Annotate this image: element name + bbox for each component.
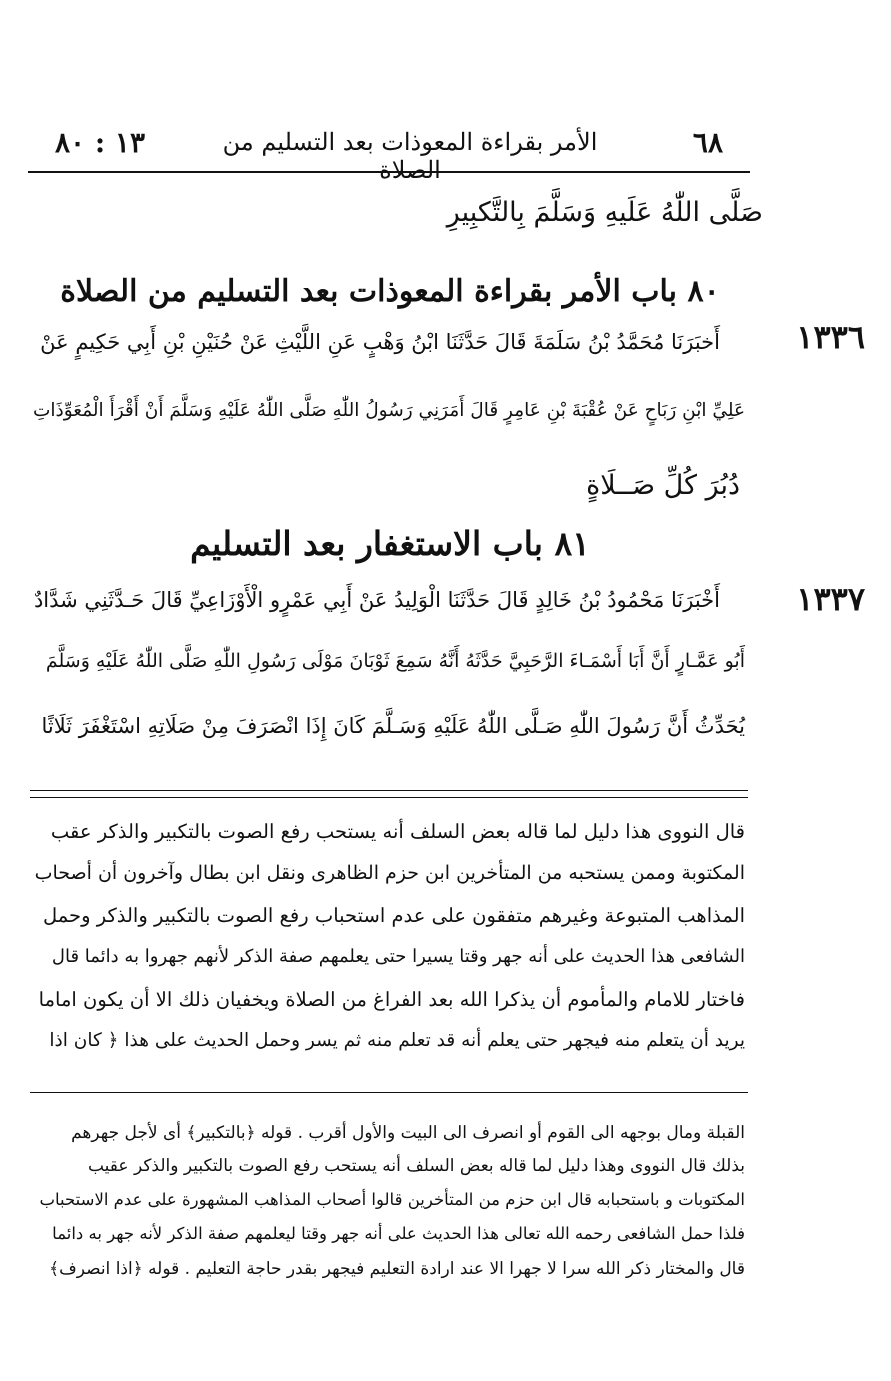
chapter-heading-81: ٨١ باب الاستغفار بعد التسليم [190, 524, 590, 563]
commentary-1-line-4: الشافعى هذا الحديث على أنه جهر وقتا يسيرا حتى يعلمهم صفة الذكر لأنهم جهروا به دائما قال [51, 946, 745, 967]
commentary-2-line-5: قال والمختار ذكر الله سرا لا جهرا الا عند ارادة التعليم فيجهر بقدر حاجة التعليم . قوله ﴿اذا انصرف﴾ [49, 1259, 745, 1279]
hadith-1337-line-1: أَخْبَرَنَا مَحْمُودُ بْنُ خَالِدٍ قَالَ حَدَّثَنَا الْوَلِيدُ عَنْ أَبِي عَمْرٍو الْأَوْزَاعِيِّ قَالَ حَـدَّثَنِي شَدَّادٌ [33, 588, 720, 612]
hadith-1337-line-2: أَبُو عَمَّـارٍ أَنَّ أَبَا أَسْمَـاءَ الرَّحَبِيَّ حَدَّثَهُ أَنَّهُ سَمِعَ ثَوْبَانَ مَوْلَى رَسُولِ اللّٰهِ صَلَّى اللّٰهُ عَلَيْهِ وَسَلَّمَ [45, 650, 745, 672]
hadith-number-1336: ١٣٣٦ [796, 318, 865, 356]
separator-double-top [30, 790, 748, 791]
separator-single [30, 1092, 748, 1093]
page-number: ٦٨ [692, 126, 723, 159]
commentary-1-line-3: المذاهب المتبوعة وغيرهم متفقون على عدم استحباب رفع الصوت بالتكبير والذكر وحمل [42, 904, 745, 927]
commentary-2-line-4: فلذا حمل الشافعى رحمه الله تعالى هذا الحديث على أنه جهر وقتا ليعلمهم صفة الذكر لأنه جهر به دائما [52, 1224, 745, 1243]
chapter-heading-80: ٨٠ باب الأمر بقراءة المعوذات بعد التسليم من الصلاة [60, 274, 720, 309]
hadith-1336-line-2: عَلِيِّ ابْنِ رَبَاحٍ عَنْ عُقْبَةَ بْنِ عَامِرٍ قَالَ أَمَرَنِي رَسُولُ اللّٰهِ صَلَّى اللّٰهُ عَلَيْهِ وَسَلَّمَ أَنْ أَقْرَأَ الْمُعَوِّذَاتِ [32, 400, 745, 421]
continuation-line: صَلَّى اللّٰهُ عَلَيهِ وَسَلَّمَ بِالتَّكبِيرِ [446, 197, 763, 228]
hadith-number-1337: ١٣٣٧ [796, 580, 865, 618]
hadith-1337-line-3: يُحَدِّثُ أَنَّ رَسُولَ اللّٰهِ صَـلَّى اللّٰهُ عَلَيْهِ وَسَـلَّمَ كَانَ إِذَا انْصَرَفَ مِنْ صَلَاتِهِ اسْتَغْفَرَ ثَلَاثًا [41, 714, 745, 738]
hadith-1336-line-3: دُبُرَ كُلِّ صَــلَاةٍ [586, 470, 740, 501]
commentary-2-line-1: القبلة ومال بوجهه الى القوم أو انصرف الى البيت والأول أقرب . قوله ﴿بالتكبير﴾ أى لأجل جهرهم [71, 1123, 745, 1143]
separator-double-bottom [30, 797, 748, 798]
hadith-1336-line-1: أَخبَرَنَا مُحَمَّدُ بْنُ سَلَمَةَ قَالَ حَدَّثَنَا ابْنُ وَهْبٍ عَنِ اللَّيْثِ عَنْ حُنَيْنِ بْنِ أَبِي حَكِيمٍ عَنْ [40, 330, 720, 354]
commentary-1-line-6: يريد أن يتعلم منه فيجهر حتى يعلم أنه قد تعلم منه ثم يسر وحمل الحديث على هذا ﴿ كان اذا [49, 1030, 745, 1051]
running-header [55, 124, 723, 184]
commentary-2-line-2: بذلك قال النووى وهذا دليل لما قاله بعض السلف أنه يستحب رفع الصوت بالتكبير والذكر عقيب [87, 1156, 745, 1176]
commentary-1-line-5: فاختار للامام والمأموم أن يذكرا الله بعد الفراغ من الصلاة ويخفيان ذلك الا أن يكون اماما [38, 988, 745, 1011]
header-rule [28, 171, 750, 173]
commentary-1-line-1: قال النووى هذا دليل لما قاله بعض السلف أنه يستحب رفع الصوت بالتكبير والذكر عقب [50, 820, 745, 843]
commentary-2-line-3: المكتوبات و باستحبابه قال ابن حزم من المتأخرين قالوا أصحاب المذاهب المشهورة على عدم الاستحباب [39, 1190, 745, 1209]
chapter-reference: ١٣ : ٨٠ [55, 126, 145, 159]
commentary-1-line-2: المكتوبة وممن يستحبه من المتأخرين ابن حزم الظاهرى ونقل ابن بطال وآخرون أن أصحاب [34, 862, 745, 884]
header-title: الأمر بقراءة المعوذات بعد التسليم من الصلاة [222, 128, 598, 184]
